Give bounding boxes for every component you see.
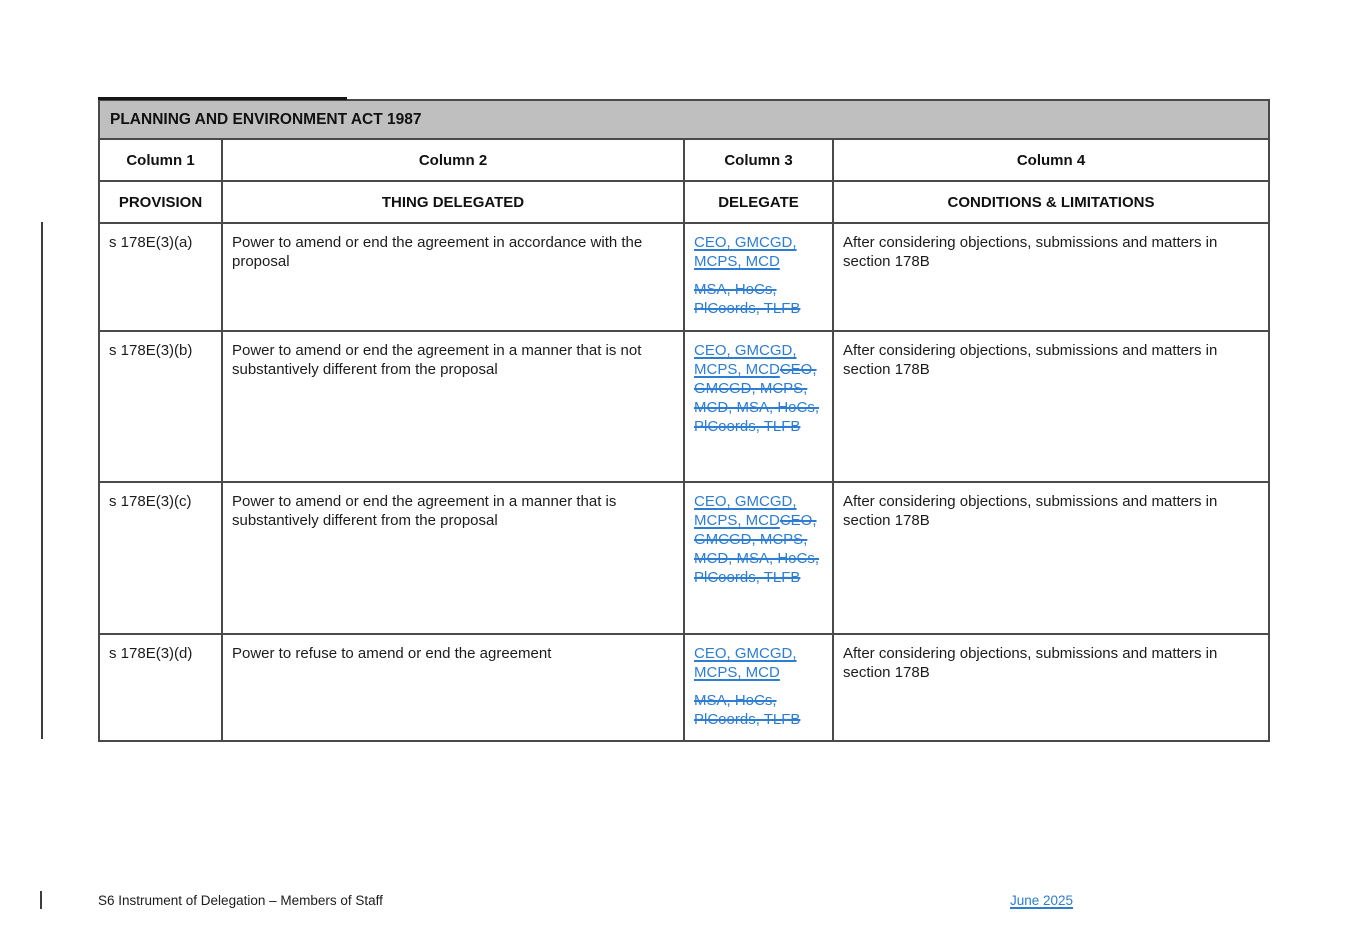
conditions-cell: After considering objections, submissions and matters in section 178B (833, 634, 1269, 741)
table-row (99, 331, 1269, 482)
delegate-cell (684, 482, 833, 634)
column-header-conditions: CONDITIONS & LIMITATIONS (833, 181, 1269, 223)
delegate-deleted-text: CEO, GMCGD, MCPS, MCD, MSA, HoCs, PlCoords, TLFB (694, 361, 820, 435)
delegation-table (98, 99, 1270, 742)
delegation-table-block (98, 97, 1268, 742)
table-row (99, 223, 1269, 331)
column-label-1: Column 1 (99, 139, 222, 181)
delegate-deleted-text: MSA, HoCs, PlCoords, TLFB (694, 692, 801, 728)
thing-delegated-cell: Power to amend or end the agreement in a manner that is substantively different from the proposal (222, 482, 684, 634)
conditions-cell: After considering objections, submissions and matters in section 178B (833, 482, 1269, 634)
delegate-cell (684, 634, 833, 741)
conditions-cell: After considering objections, submissions and matters in section 178B (833, 223, 1269, 331)
column-header-row (99, 181, 1269, 223)
conditions-cell: After considering objections, submissions and matters in section 178B (833, 331, 1269, 482)
revision-change-bar (41, 222, 43, 739)
thing-delegated-cell: Power to amend or end the agreement in accordance with the proposal (222, 223, 684, 331)
thing-delegated-cell: Power to amend or end the agreement in a manner that is not substantively different from the proposal (222, 331, 684, 482)
footer-date: June 2025 (1010, 893, 1074, 908)
provision-cell: s 178E(3)(a) (99, 223, 222, 331)
delegate-deleted-text: CEO, GMCGD, MCPS, MCD, MSA, HoCs, PlCoords, TLFB (694, 512, 820, 586)
delegate-inserted-text: CEO, GMCGD, MCPS, MCD (694, 234, 797, 270)
delegate-inserted-text: CEO, GMCGD, MCPS, MCD (694, 342, 797, 378)
provision-cell: s 178E(3)(b) (99, 331, 222, 482)
table-top-accent-bar (98, 97, 347, 100)
column-header-delegate: DELEGATE (684, 181, 833, 223)
table-title: PLANNING AND ENVIRONMENT ACT 1987 (99, 100, 1269, 139)
column-header-provision: PROVISION (99, 181, 222, 223)
column-label-3: Column 3 (684, 139, 833, 181)
table-row (99, 482, 1269, 634)
delegate-inserted-text: CEO, GMCGD, MCPS, MCD (694, 493, 797, 529)
provision-cell: s 178E(3)(d) (99, 634, 222, 741)
table-row (99, 634, 1269, 741)
delegate-inserted-text: CEO, GMCGD, MCPS, MCD (694, 645, 797, 681)
column-label-row (99, 139, 1269, 181)
column-label-2: Column 2 (222, 139, 684, 181)
footer-revision-change-bar (40, 891, 42, 909)
delegate-deleted-text: MSA, HoCs, PlCoords, TLFB (694, 281, 801, 317)
delegate-cell (684, 223, 833, 331)
column-label-4: Column 4 (833, 139, 1269, 181)
footer-document-title: S6 Instrument of Delegation – Members of Staff (98, 893, 383, 908)
delegate-cell (684, 331, 833, 482)
provision-cell: s 178E(3)(c) (99, 482, 222, 634)
thing-delegated-cell: Power to refuse to amend or end the agreement (222, 634, 684, 741)
table-title-row (99, 100, 1269, 139)
column-header-thing-delegated: THING DELEGATED (222, 181, 684, 223)
